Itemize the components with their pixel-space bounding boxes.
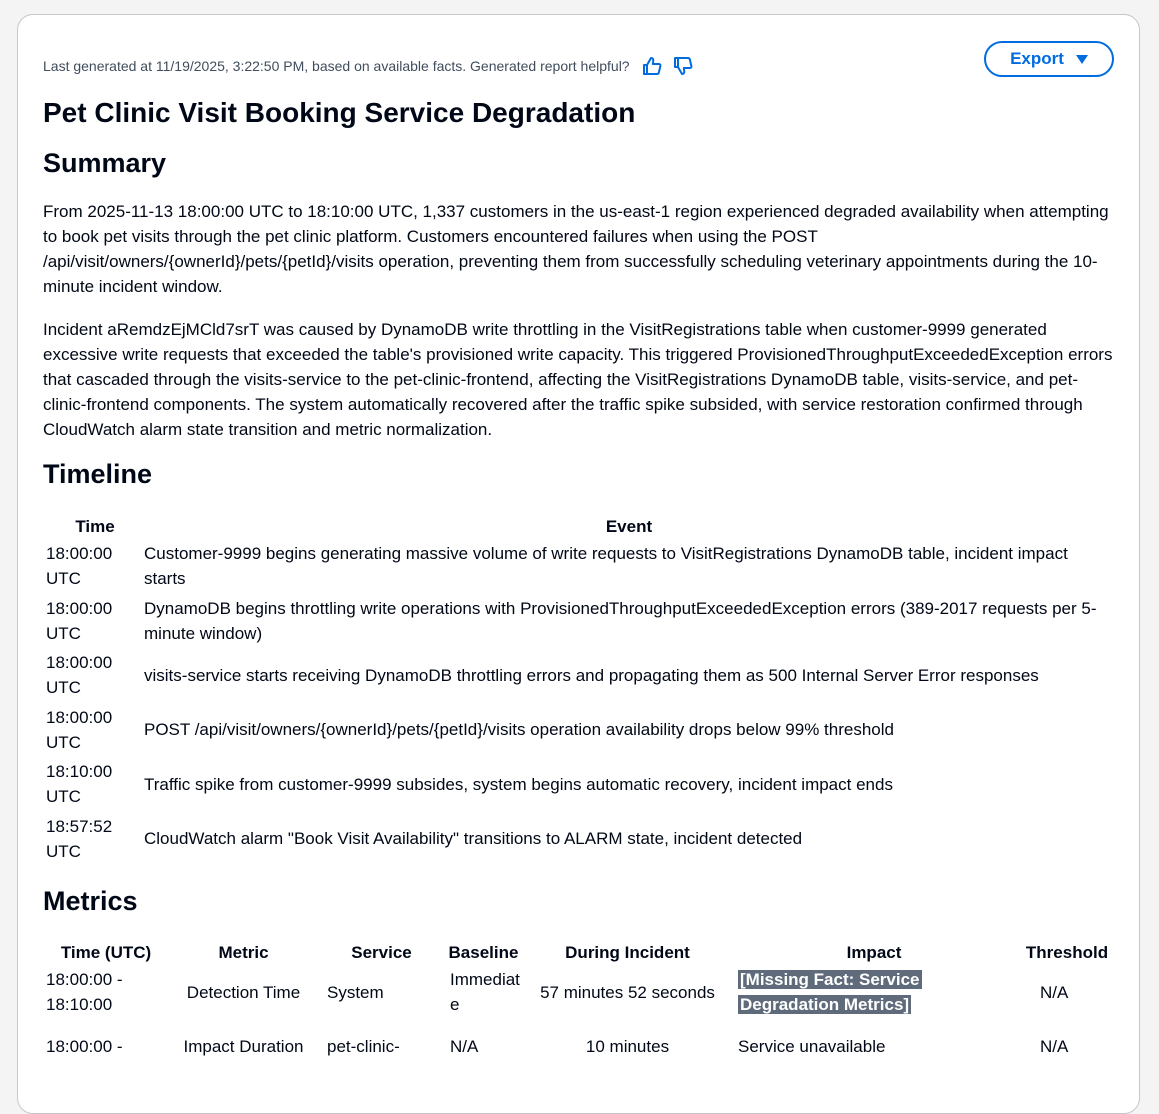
export-label: Export xyxy=(1010,49,1064,68)
timeline-table xyxy=(46,515,1114,866)
metric-baseline: Immediate xyxy=(450,970,520,1014)
metric-during: 10 minutes xyxy=(585,1036,670,1056)
generated-text: Last generated at 11/19/2025, 3:22:50 PM, based on available facts. Generated report helpful? xyxy=(43,58,630,74)
export-button[interactable] xyxy=(984,41,1114,77)
summary-paragraph-2: Incident aRemdzEjMCld7srT was caused by DynamoDB write throttling in the VisitRegistrations table when customer-9999 generated excessive write requests that exceeded the table's provisioned write capacity. This triggered ProvisionedThroughputExceededException errors that cascaded through the visits-service to the pet-clinic-frontend, affecting the VisitRegistrations DynamoDB table, visits-service, and pet-clinic-frontend components. The system automatically recovered after the traffic spike subsided, with service restoration confirmed through CloudWatch alarm state transition and metric normalization. xyxy=(43,320,1113,439)
metric-impact: Service unavailable xyxy=(738,1036,886,1056)
metrics-col-service: Service xyxy=(351,943,412,962)
metrics-col-time: Time (UTC) xyxy=(60,943,152,962)
summary-heading: Summary xyxy=(43,148,167,178)
metrics-col-impact: Impact xyxy=(846,943,902,962)
table-row xyxy=(46,757,1114,812)
metrics-col-baseline: Baseline xyxy=(448,943,519,962)
metric-baseline: N/A xyxy=(450,1036,479,1056)
metrics-col-during: During Incident xyxy=(565,943,690,962)
metric-service: pet-clinic- xyxy=(327,1036,400,1056)
timeline-event: Traffic spike from customer-9999 subsides, system begins automatic recovery, incident impact ends xyxy=(144,774,893,794)
summary-paragraph-1: From 2025-11-13 18:00:00 UTC to 18:10:00 UTC, 1,337 customers in the us-east-1 region experienced degraded availability when attempting to book pet visits through the pet clinic platform. Customers encountered failures when using the POST /api/visit/owners/{ownerId}/pets/{petId}/visits operation, preventing them from successfully scheduling veterinary appointments during the 10-minute incident window. xyxy=(43,202,1109,296)
metric-service: System xyxy=(327,982,384,1002)
report-title: Pet Clinic Visit Booking Service Degradation xyxy=(43,97,636,128)
missing-fact-badge: [Missing Fact: Service Degradation Metrics] xyxy=(740,970,920,1014)
timeline-time: 18:57:52 UTC xyxy=(46,816,113,861)
metrics-heading: Metrics xyxy=(43,886,138,916)
generation-info xyxy=(43,55,694,77)
metric-impact xyxy=(730,965,1018,1019)
timeline-event: POST /api/visit/owners/{ownerId}/pets/{petId}/visits operation availability drops below 99% threshold xyxy=(144,720,894,740)
table-row xyxy=(46,965,1116,1019)
timeline-time: 18:00:00 UTC xyxy=(46,707,113,752)
timeline-time: 18:00:00 UTC xyxy=(46,598,113,643)
metric-name: Impact Duration xyxy=(183,1036,304,1056)
timeline-event: Customer-9999 begins generating massive volume of write requests to VisitRegistrations DynamoDB table, incident impact starts xyxy=(144,544,1068,589)
table-row xyxy=(46,703,1114,758)
thumbs-down-icon[interactable] xyxy=(672,55,694,77)
caret-down-icon xyxy=(1076,55,1088,64)
timeline-heading: Timeline xyxy=(43,459,153,489)
table-row xyxy=(46,812,1114,867)
timeline-event: visits-service starts receiving DynamoDB throttling errors and propagating them as 500 Internal Server Error responses xyxy=(144,665,1039,685)
metric-time: 18:00:00 - xyxy=(46,1036,123,1056)
timeline-time: 18:00:00 UTC xyxy=(46,544,113,589)
table-row xyxy=(46,648,1114,703)
metric-during: 57 minutes 52 seconds xyxy=(540,982,715,1002)
metric-threshold: N/A xyxy=(1040,1036,1069,1056)
metrics-col-metric: Metric xyxy=(218,943,269,962)
metric-time: 18:00:00 - 18:10:00 xyxy=(46,970,123,1014)
timeline-time: 18:00:00 UTC xyxy=(46,653,113,698)
metrics-col-threshold: Threshold xyxy=(1025,943,1109,962)
timeline-event: DynamoDB begins throttling write operations with ProvisionedThroughputExceededException errors (389-2017 requests per 5-minute window) xyxy=(144,598,1097,643)
timeline-event: CloudWatch alarm "Book Visit Availability" transitions to ALARM state, incident detected xyxy=(144,829,803,849)
table-row xyxy=(46,539,1114,594)
report-card xyxy=(17,14,1140,1114)
metrics-table xyxy=(46,941,1116,1073)
metric-name: Detection Time xyxy=(186,982,301,1002)
table-row xyxy=(46,594,1114,649)
timeline-time: 18:10:00 UTC xyxy=(46,762,113,807)
timeline-col-time: Time xyxy=(75,517,115,536)
thumbs-up-icon[interactable] xyxy=(641,55,663,77)
table-row xyxy=(46,1019,1116,1073)
metric-threshold: N/A xyxy=(1040,982,1069,1002)
timeline-col-event: Event xyxy=(605,517,653,536)
